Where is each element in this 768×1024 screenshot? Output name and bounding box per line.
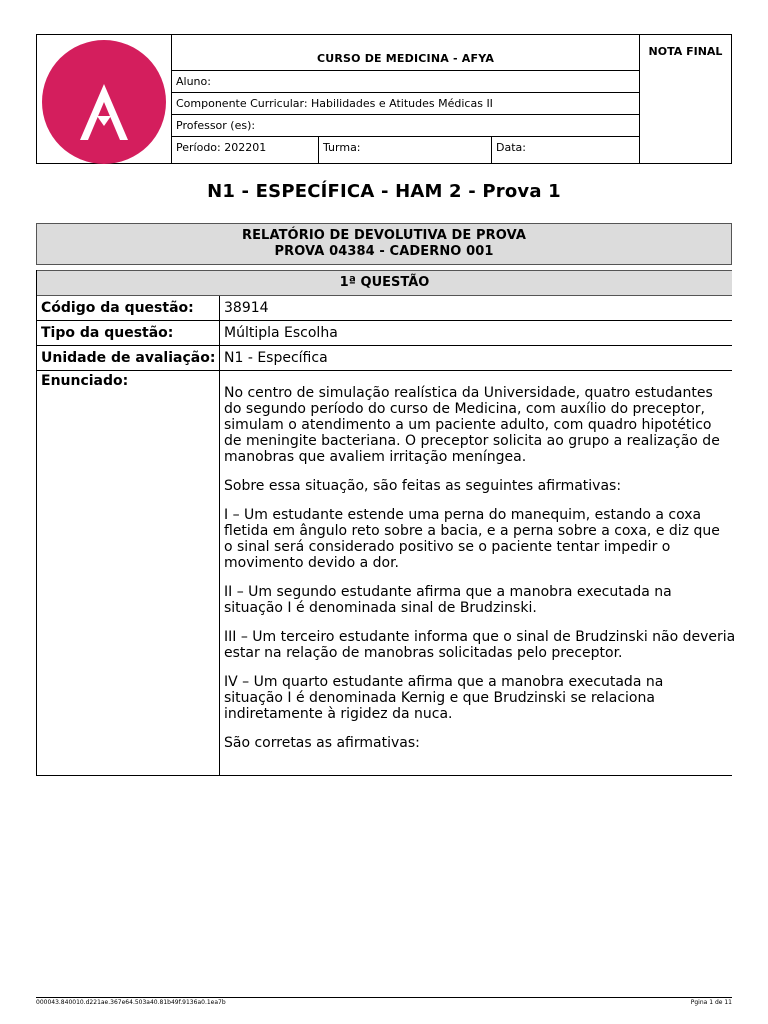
exam-header — [36, 34, 732, 164]
logo-cell — [36, 34, 172, 164]
course-title: CURSO DE MEDICINA - AFYA — [316, 52, 495, 65]
report-title: RELATÓRIO DE DEVOLUTIVA DE PROVA — [241, 228, 527, 243]
statement-paragraph — [224, 478, 744, 494]
report-banner — [36, 223, 732, 265]
statement-line: Sobre essa situação, são feitas as seguintes afirmativas: — [224, 478, 622, 494]
curricular-component-label: Componente Curricular: Habilidades e Atitudes Médicas II — [176, 97, 493, 110]
date-field — [491, 136, 640, 164]
evaluation-unit-label: Unidade de avaliação: — [41, 350, 216, 366]
report-subtitle: PROVA 04384 - CADERNO 001 — [274, 244, 494, 259]
question-heading: 1ª QUESTÃO — [37, 270, 732, 296]
footer-code: 000043.840010.d221ae.367e64.503a40.81b49f.9136a0.1ea7b — [36, 999, 226, 1006]
date-label: Data: — [496, 141, 526, 154]
statement-line: situação I é denominada Kernig e que Brudzinski se relaciona — [224, 690, 655, 706]
statement-line: do segundo período do curso de Medicina, com auxílio do preceptor, — [224, 401, 705, 417]
statement-line: estar na relação de manobras solicitadas pelo preceptor. — [224, 645, 623, 661]
statement-line: manobras que avaliem irritação meníngea. — [224, 449, 527, 465]
professor-field — [171, 114, 640, 137]
statement-paragraph — [224, 674, 744, 722]
statement-text — [224, 385, 744, 770]
statement-paragraph — [224, 507, 744, 571]
curricular-component-field — [171, 92, 640, 115]
statement-line: III – Um terceiro estudante informa que o sinal de Brudzinski não deveria — [224, 629, 736, 645]
period-label: Período: 202201 — [176, 141, 267, 154]
question-code-label: Código da questão: — [41, 300, 194, 316]
question-code-row — [37, 296, 732, 321]
question-table — [36, 270, 736, 776]
student-label: Aluno: — [176, 75, 211, 88]
final-grade-label: NOTA FINAL — [648, 45, 723, 58]
statement-line: fletida em ângulo reto sobre a bacia, e a perna sobre a coxa, e diz que — [224, 523, 720, 539]
period-field — [171, 136, 319, 164]
footer-divider — [36, 997, 732, 998]
statement-paragraph — [224, 735, 744, 751]
statement-line: indiretamente à rigidez da nuca. — [224, 706, 453, 722]
evaluation-unit-value: N1 - Específica — [224, 350, 328, 366]
student-field — [171, 70, 640, 93]
statement-line: o sinal será considerado positivo se o paciente tentar impedir o — [224, 539, 671, 555]
evaluation-unit-row — [37, 346, 732, 371]
statement-line: movimento devido a dor. — [224, 555, 399, 571]
question-type-label: Tipo da questão: — [41, 325, 174, 341]
statement-line: simulam o atendimento a um paciente adulto, com quadro hipotético — [224, 417, 712, 433]
statement-paragraph — [224, 629, 744, 661]
professor-label: Professor (es): — [176, 119, 256, 132]
statement-line: São corretas as afirmativas: — [224, 735, 420, 751]
question-code-value: 38914 — [224, 300, 269, 316]
afya-logo-icon — [42, 40, 166, 164]
class-field — [318, 136, 492, 164]
statement-paragraph — [224, 385, 744, 465]
final-grade-cell — [639, 34, 732, 164]
course-title-cell — [171, 34, 640, 71]
statement-label: Enunciado: — [41, 373, 129, 389]
question-type-value: Múltipla Escolha — [224, 325, 338, 341]
page-number: Pgina 1 de 11 — [690, 999, 732, 1006]
class-label: Turma: — [323, 141, 361, 154]
statement-line: IV – Um quarto estudante afirma que a manobra executada na — [224, 674, 664, 690]
statement-line: II – Um segundo estudante afirma que a manobra executada na — [224, 584, 672, 600]
statement-paragraph — [224, 584, 744, 616]
statement-line: No centro de simulação realística da Universidade, quatro estudantes — [224, 385, 713, 401]
question-type-row — [37, 321, 732, 346]
statement-line: de meningite bacteriana. O preceptor solicita ao grupo a realização de — [224, 433, 720, 449]
statement-line: I – Um estudante estende uma perna do manequim, estando a coxa — [224, 507, 702, 523]
exam-title: N1 - ESPECÍFICA - HAM 2 - Prova 1 — [207, 181, 561, 202]
statement-line: situação I é denominada sinal de Brudzinski. — [224, 600, 537, 616]
